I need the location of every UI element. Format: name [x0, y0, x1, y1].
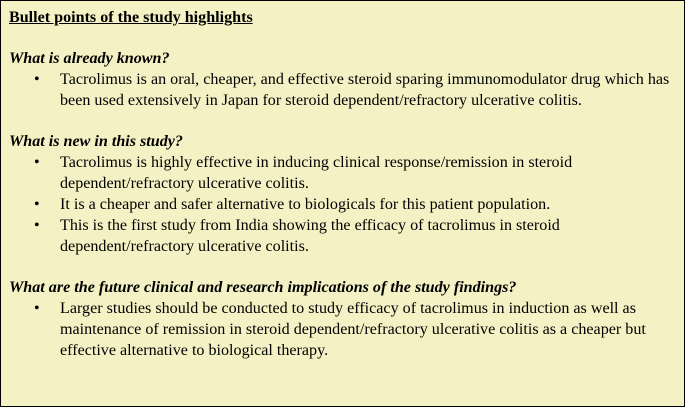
section-heading: What is new in this study? — [9, 133, 183, 150]
list-item — [9, 298, 676, 361]
bullet-icon: • — [34, 300, 40, 317]
list-item-text: It is a cheaper and safer alternative to biologicals for this patient population. — [60, 196, 551, 213]
bullet-icon: • — [34, 71, 40, 88]
section-future-implications — [9, 277, 676, 361]
section-new-in-study — [9, 131, 676, 257]
bullet-list — [9, 69, 676, 111]
list-item-text: Larger studies should be conducted to study efficacy of tacrolimus in induction as well as maintenance of remission in steroid dependent/refractory ulcerative colitis as a cheaper but effective alternative to biological therapy. — [60, 300, 646, 359]
box-title: Bullet points of the study highlights — [9, 9, 253, 26]
section-heading: What are the future clinical and research implications of the study findings? — [9, 279, 517, 296]
bullet-icon: • — [34, 217, 40, 234]
list-item-text: Tacrolimus is highly effective in inducing clinical response/remission in steroid dependent/refractory ulcerative colitis. — [60, 154, 573, 192]
list-item — [9, 152, 676, 194]
list-item — [9, 194, 676, 215]
list-item-text: This is the first study from India showing the efficacy of tacrolimus in steroid dependent/refractory ulcerative colitis. — [60, 217, 560, 255]
bullet-list — [9, 298, 676, 361]
list-item-text: Tacrolimus is an oral, cheaper, and effective steroid sparing immunomodulator drug which has been used extensively in Japan for steroid dependent/refractory ulcerative colitis. — [60, 71, 670, 109]
bullet-icon: • — [34, 196, 40, 213]
section-heading: What is already known? — [9, 50, 170, 67]
bullet-list — [9, 152, 676, 257]
list-item — [9, 69, 676, 111]
list-item — [9, 215, 676, 257]
section-already-known — [9, 48, 676, 111]
bullet-icon: • — [34, 154, 40, 171]
